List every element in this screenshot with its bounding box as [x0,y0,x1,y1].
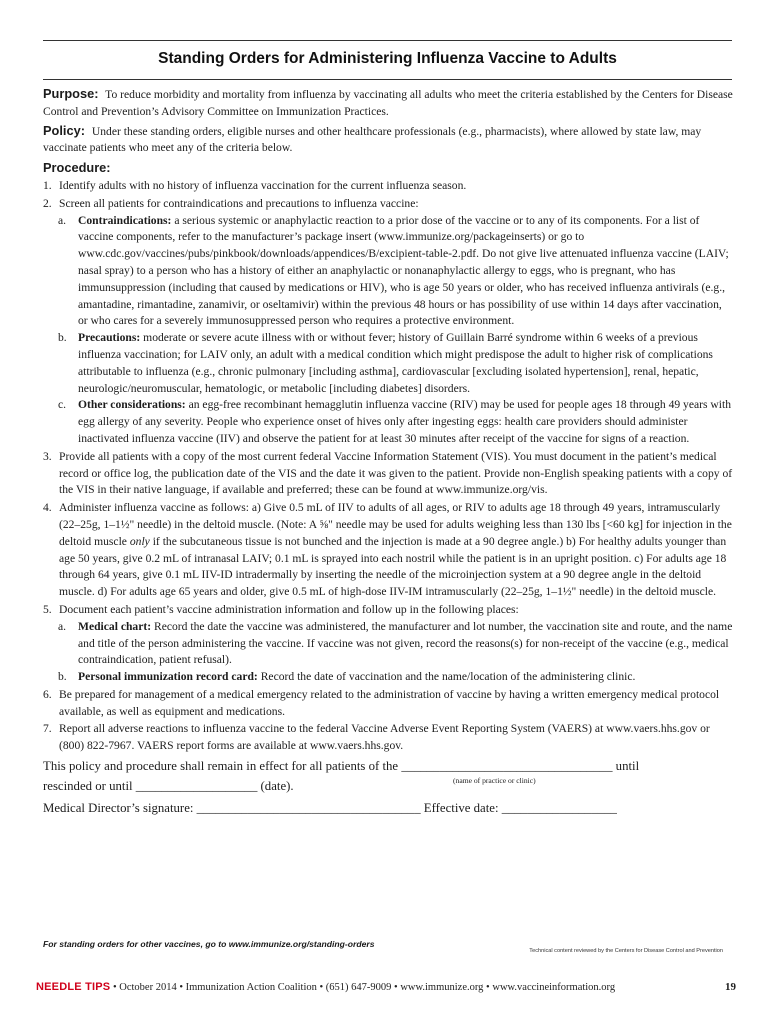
record-card-subitem [43,669,733,686]
policy-text: Under these standing orders, eligible nurses and other healthcare professionals (e.g., pharmacists), where allowed by state law, may vaccinate patients who meet any of the criteria below. [43,124,702,155]
director-signature-label: Medical Director’s signature: [43,801,194,816]
procedure-item-7 [43,721,733,755]
contraindications-subitem [43,213,733,331]
subitem-letter: b. [58,670,67,684]
subitem-text: Record the date the vaccine was administered, the manufacturer and lot number, the vaccination site and route, and the name and title of the person administering the vaccine. If vaccine was not given, record the reasons(s) for non-receipt of the vaccine (e.g., medical contraindication, patient refusal). [78,619,733,667]
item-number: 6. [43,687,52,701]
procedure-item-3 [43,449,733,499]
until-text: until [615,759,640,774]
item-number: 3. [43,449,52,463]
subitem-letter: a. [58,213,67,227]
needle-tips-brand: NEEDLE TIPS [36,981,111,993]
purpose-text: To reduce morbidity and mortality from influenza by vaccinating all adults who meet the criteria established by the Centers for Disease Control and Prevention’s Advisory Committee on Immunization Practices. [43,88,733,118]
director-signature-line [43,800,733,817]
item-text: Report all adverse reactions to influenza vaccine to the federal Vaccine Adverse Event Reporting System (VAERS) at www.vaers.hhs.gov or (800) 822-7967. VAERS report forms are available at www.vaers.hhs.gov. [59,722,710,753]
purpose-label: Purpose: [43,86,99,101]
item-text: Be prepared for management of a medical emergency related to the administration of vaccine by having a written emergency medical protocol available, as well as equipment and medications. [59,687,720,718]
item-number: 7. [43,722,52,736]
subitem-label: Contraindications: [78,213,172,227]
footer-info: • October 2014 • Immunization Action Coalition • (651) 647-9009 • www.immunize.org • www.vaccineinformation.org [112,982,616,993]
effective-date-label: Effective date: [423,801,499,816]
document-title: Standing Orders for Administering Influenza Vaccine to Adults [158,50,617,67]
medical-chart-subitem [43,619,733,669]
practice-name-caption: (name of practice or clinic) [453,776,536,786]
director-signature-field[interactable]: ___________________________________ [196,801,421,816]
item-number: 1. [43,178,52,192]
policy-duration-line [43,758,733,775]
item-text: Screen all patients for contraindications and precautions to influenza vaccine: [59,196,419,210]
subitem-label: Precautions: [78,331,141,345]
technical-review-note: Technical content reviewed by the Centers for Disease Control and Prevention [529,948,723,954]
procedure-item-6 [43,687,733,721]
purpose-section [43,86,733,121]
document-body [43,86,733,817]
subitem-text: Record the date of vaccination and the name/location of the administering clinic. [260,670,636,684]
date-text: (date). [260,779,294,794]
item-number: 2. [43,196,52,210]
item-text: Provide all patients with a copy of the most current federal Vaccine Information Statement (VIS). You must document in the patient’s medical record or office log, the publication date of the VIS and the date it was given to the patient. Provide non-English speaking patients with a copy of the VIS in their native language, if available and preferred; these can be found at www.immunize.org/vis. [59,449,733,497]
procedure-item-4 [43,500,733,601]
practice-name-field[interactable]: _________________________________ [401,759,613,774]
item-number: 5. [43,602,52,616]
procedure-item-5 [43,602,733,619]
item-text: Document each patient’s vaccine administration information and follow up in the following places: [59,602,519,616]
item-text: Identify adults with no history of influenza vaccination for the current influenza season. [59,178,467,192]
subitem-text: an egg-free recombinant hemagglutin influenza vaccine (RIV) may be used for people ages 18 through 49 years with egg allergy of any severity. People who experience onset of hives only after ingesting eggs: health care providers should administer inactivated influenza vaccine (IIV) and observe the patient for at least 30 minutes after receipt of the vaccine for signs of a reaction. [78,398,732,445]
policy-label: Policy: [43,122,85,138]
rescind-line [43,778,733,795]
top-rule [43,40,732,41]
title-rule [43,79,732,80]
subitem-label: Medical chart: [78,619,152,633]
procedure-item-2 [43,196,733,213]
item-text-continued: if the subcutaneous tissue is not bunched and the injection is made at a 90 degree angle.) b) For healthy adults younger than age 50 years, give 0.2 mL of intranasal LAIV; 0.1 mL is sprayed into each nostril while the patient is in an upright position. c) For adults age 18 through 64 years, give 0.1 mL IIV-ID intradermally by inserting the needle of the microinjection system at a 90 degree angle in the deltoid muscle. d) For adults age 65 years and older, give 0.5 mL of high-dose IIV-IM intramuscularly (22–25g, 1–1½" needle) in the deltoid muscle. [59,534,727,599]
subitem-text: a serious systemic or anaphylactic reaction to a prior dose of the vaccine or to any of its components. For a list of vaccine components, refer to the manufacturer’s package insert (www.immunize.org/packageinserts) or go to www.cdc.gov/vaccines/pubs/pinkbook/downloads/appendices/B/excipient-table-2.pdf. Do not give live attenuated influenza vaccine (LAIV; nasal spray) to a person who has a history of either an anaphylactic or nonanaphylactic allergy to eggs, who is pregnant, who has immunsuppression (including that caused by medications or HIV), who is age 50 years or older, who has received influenza antivirals (e.g., amantadine, rimantadine, zanamivir, or oseltamivir) within the previous 48 hours or has possibility of use within 14 days after vaccination, or who cares for a severely immunosuppressed person who requires a protective environment. [78,213,729,328]
subitem-text: moderate or severe acute illness with or without fever; history of Guillain Barré syndrome within 6 weeks of a previous influenza vaccination; for LAIV only, an adult with a medical condition which might predispose the adult to higher risk of complications attributable to influenza (e.g., chronic pulmonary [including asthma], cardiovascular [excluding isolated hypertension], renal, hepatic, neurologic/neuromuscular, hematologic, or metabolic [including diabetes] disorders. [78,331,713,395]
item-number: 4. [43,501,52,515]
subitem-letter: b. [58,331,67,345]
procedure-heading: Procedure: [43,160,111,176]
rescind-text: rescinded or until [43,779,133,794]
page-number: 19 [725,981,736,993]
emphasis-text: only [129,534,150,548]
policy-section [43,123,733,158]
precautions-subitem [43,330,733,397]
subitem-letter: c. [58,398,67,412]
page-footer [36,981,736,993]
subitem-letter: a. [58,619,67,633]
standing-orders-link[interactable]: For standing orders for other vaccines, go to www.immunize.org/standing-orders [43,939,375,949]
policy-duration-text: This policy and procedure shall remain in effect for all patients of the [43,759,399,774]
item-text: Administer influenza vaccine as follows: a) Give 0.5 mL of IIV to adults of all ages, or RIV to adults age 18 through 49 years, intramuscularly (22–25g, 1–1½" needle) in the deltoid muscle. (Note: A ⅝" needle may be used for adults weighing less than 130 lbs [<60 kg] for injection in the deltoid muscle [59,501,732,548]
rescind-date-field[interactable]: ___________________ [135,779,258,794]
procedure-item-1 [43,178,733,195]
other-considerations-subitem [43,397,733,447]
subitem-label: Personal immunization record card: [78,670,258,684]
effective-date-field[interactable]: __________________ [501,801,617,816]
subitem-label: Other considerations: [78,398,186,412]
